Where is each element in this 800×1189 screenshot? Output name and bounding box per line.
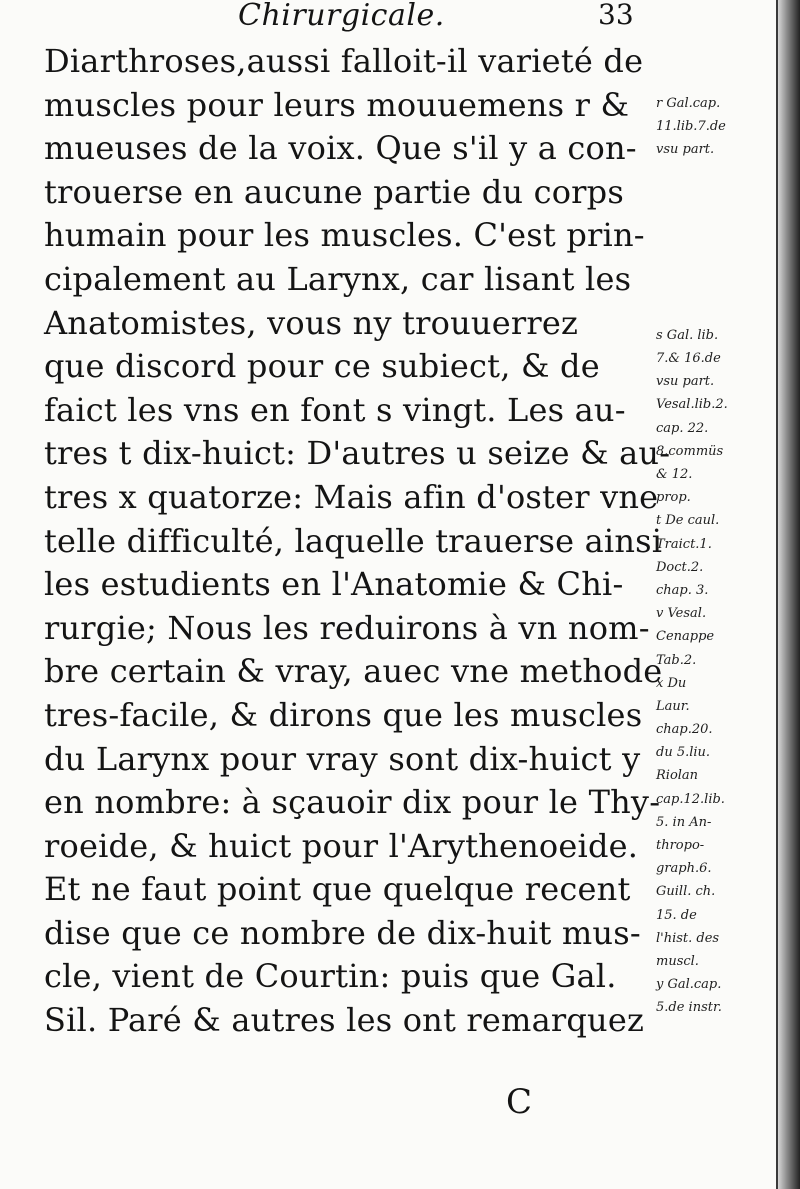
marginal-note: x Du xyxy=(656,675,687,691)
text-line: Et ne faut point que quelque recent xyxy=(44,870,631,909)
marginal-note: 11.lib.7.de xyxy=(656,119,726,135)
marginal-note xyxy=(656,254,774,277)
text-line: Sil. Paré & autres les ont remarquez xyxy=(44,1001,645,1040)
page-number: 33 xyxy=(598,0,634,31)
marginal-note: t De caul. xyxy=(656,513,720,529)
marginal-note: vsu part. xyxy=(656,142,715,158)
text-line: roeide, & huict pour l'Arythenoeide. xyxy=(44,826,639,865)
marginal-note: Riolan xyxy=(656,768,699,784)
text-line: muscles pour leurs mouuemens r & xyxy=(44,85,630,124)
marginal-note: prop. xyxy=(656,490,691,506)
marginal-note: vsu part. xyxy=(656,374,715,390)
marginal-note: 5. in An- xyxy=(656,814,712,830)
signature-mark: C xyxy=(506,1082,533,1122)
marginal-note: Cenappe xyxy=(656,629,715,645)
marginal-note xyxy=(656,185,774,208)
marginal-note: Traict.1. xyxy=(656,536,712,552)
text-line: cle, vient de Courtin: puis que Gal. xyxy=(44,957,617,996)
marginal-note: cap. 22. xyxy=(656,420,709,436)
marginal-note: r Gal.cap. xyxy=(656,96,721,111)
text-line: trouerse en aucune partie du corps xyxy=(44,172,624,211)
marginal-note: v Vesal. xyxy=(656,606,707,622)
marginal-note: chap. 3. xyxy=(656,582,709,598)
text-line: tres x quatorze: Mais afin d'oster vne xyxy=(44,477,659,516)
marginal-note: graph.6. xyxy=(656,861,712,877)
text-line: mueuses de la voix. Que s'il y a con- xyxy=(44,129,637,168)
text-line: tres-facile, & dirons que les muscles xyxy=(44,695,643,734)
marginal-note xyxy=(656,278,774,301)
text-line: faict les vns en font s vingt. Les au- xyxy=(44,390,626,429)
marginal-note: 5.de instr. xyxy=(656,1000,722,1016)
marginal-note: & 12. xyxy=(656,467,693,482)
marginal-note: muscl. xyxy=(656,953,699,969)
text-line: rurgie; Nous les reduirons à vn nom- xyxy=(44,608,650,647)
text-line: humain pour les muscles. C'est prin- xyxy=(44,216,645,255)
main-text-block xyxy=(44,40,671,1043)
marginal-note: cap.12.lib. xyxy=(656,791,725,807)
text-line: telle difficulté, laquelle trauerse ainsi xyxy=(44,521,663,560)
marginal-note: Doct.2. xyxy=(656,559,704,575)
book-spine-edge xyxy=(778,0,800,1189)
marginal-note: 8.commüs xyxy=(656,443,724,459)
marginal-note: chap.20. xyxy=(656,722,713,738)
marginal-note xyxy=(656,231,774,254)
text-line: dise que ce nombre de dix-huit mus- xyxy=(44,913,641,952)
marginal-note: Tab.2. xyxy=(656,652,697,668)
text-line: que discord pour ce subiect, & de xyxy=(44,347,600,386)
marginal-note: s Gal. lib. xyxy=(656,327,719,343)
text-line: Anatomistes, vous ny trouuerrez xyxy=(44,303,579,342)
marginal-notes xyxy=(656,92,774,1020)
marginal-note: Laur. xyxy=(656,698,690,714)
text-line: tres t dix-huict: D'autres u seize & au- xyxy=(44,434,671,473)
page-header xyxy=(0,0,760,42)
marginal-note: 7.& 16.de xyxy=(656,351,721,367)
marginal-note: y Gal.cap. xyxy=(656,977,722,993)
text-line: du Larynx pour vray sont dix-huict y xyxy=(44,739,641,778)
text-line: les estudients en l'Anatomie & Chi- xyxy=(44,565,624,604)
marginal-note: l'hist. des xyxy=(656,930,720,946)
text-line: bre certain & vray, auec vne methode xyxy=(44,652,663,691)
marginal-note: du 5.liu. xyxy=(656,745,711,761)
marginal-note xyxy=(656,301,774,324)
marginal-note: thropo- xyxy=(656,838,705,853)
text-line: en nombre: à sçauoir dix pour le Thy- xyxy=(44,783,661,822)
marginal-note xyxy=(656,208,774,231)
text-line: Diarthroses,aussi falloit-il varieté de xyxy=(44,42,644,80)
text-line: cipalement au Larynx, car lisant les xyxy=(44,259,632,298)
marginal-note: 15. de xyxy=(656,907,697,923)
marginal-note: Guill. ch. xyxy=(656,884,716,900)
marginal-note xyxy=(656,162,774,185)
marginal-note: Vesal.lib.2. xyxy=(656,397,728,413)
running-head: Chirurgicale. xyxy=(238,0,445,33)
